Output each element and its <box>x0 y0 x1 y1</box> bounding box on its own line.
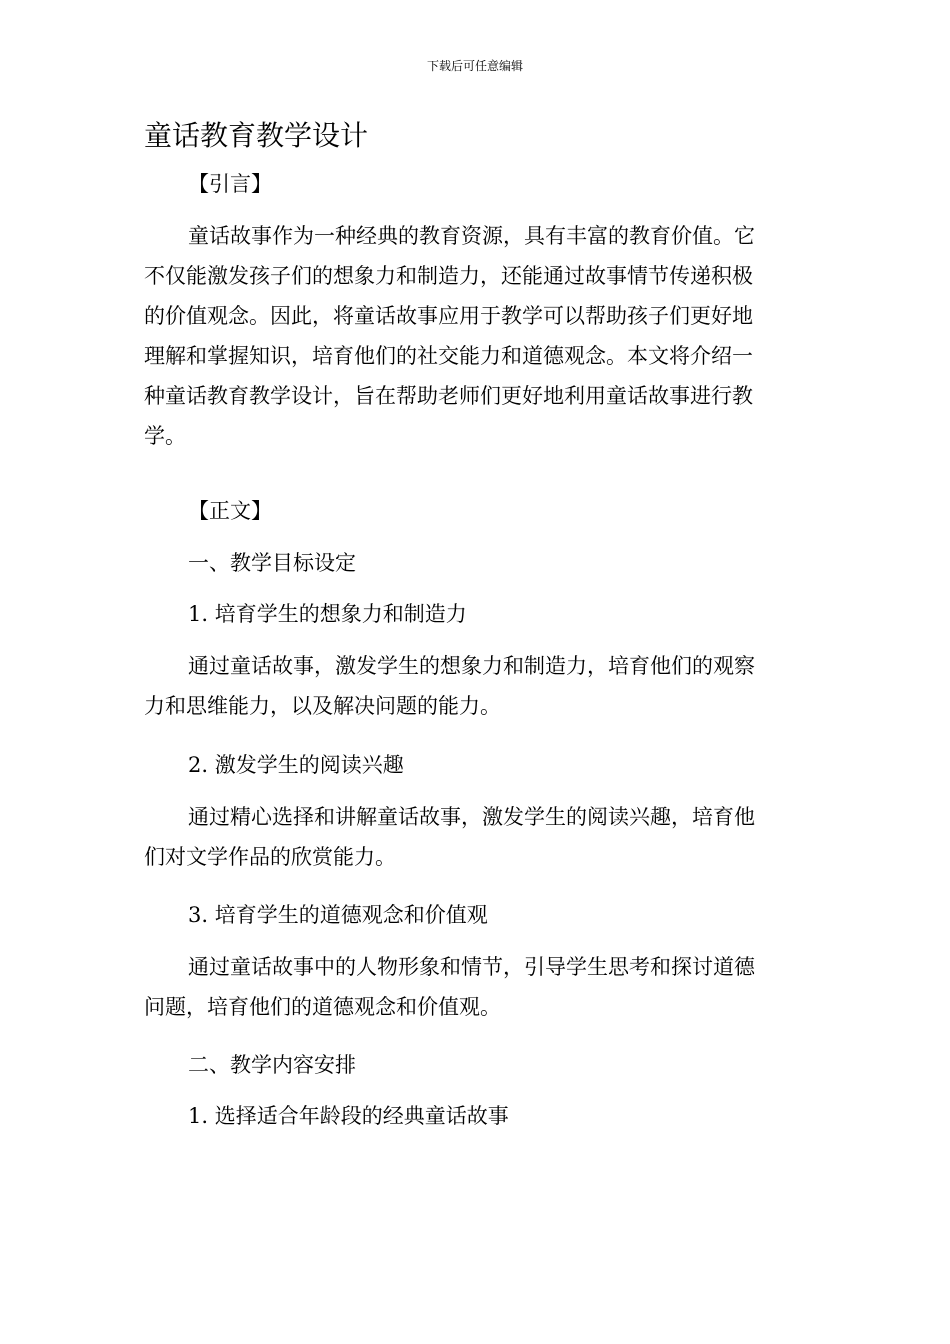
goal3-line: 问题，培育他们的道德观念和价值观。 <box>144 995 501 1019</box>
part2-heading: 二、教学内容安排 <box>188 1053 356 1077</box>
part1-heading: 一、教学目标设定 <box>188 551 356 575</box>
intro-line: 不仅能激发孩子们的想象力和制造力，还能通过故事情节传递积极 <box>144 264 753 288</box>
intro-line: 理解和掌握知识，培育他们的社交能力和道德观念。本文将介绍一 <box>144 344 753 368</box>
content1-heading: 1. 选择适合年龄段的经典童话故事 <box>188 1104 509 1128</box>
goal3-heading: 3. 培育学生的道德观念和价值观 <box>188 903 488 927</box>
goal1-line: 力和思维能力，以及解决问题的能力。 <box>144 694 501 718</box>
goal1-paragraph <box>144 650 806 722</box>
document-title: 童话教育教学设计 <box>144 119 369 152</box>
goal2-heading: 2. 激发学生的阅读兴趣 <box>188 753 404 777</box>
goal2-line: 们对文学作品的欣赏能力。 <box>144 845 396 869</box>
goal3-paragraph <box>144 951 806 1023</box>
intro-line: 童话故事作为一种经典的教育资源，具有丰富的教育价值。它 <box>188 224 755 248</box>
body-heading: 【正文】 <box>188 499 272 523</box>
header-note: 下载后可任意编辑 <box>426 59 523 73</box>
intro-line: 的价值观念。因此，将童话故事应用于教学可以帮助孩子们更好地 <box>144 304 753 328</box>
goal1-line: 通过童话故事，激发学生的想象力和制造力，培育他们的观察 <box>188 654 755 678</box>
goal3-line: 通过童话故事中的人物形象和情节，引导学生思考和探讨道德 <box>188 955 755 979</box>
goal2-line: 通过精心选择和讲解童话故事，激发学生的阅读兴趣，培育他 <box>188 805 755 829</box>
intro-line: 种童话教育教学设计，旨在帮助老师们更好地利用童话故事进行教 <box>144 384 753 408</box>
intro-line: 学。 <box>144 424 186 448</box>
intro-paragraph <box>144 220 806 452</box>
intro-heading: 【引言】 <box>188 172 272 196</box>
goal1-heading: 1. 培育学生的想象力和制造力 <box>188 602 467 626</box>
goal2-paragraph <box>144 801 806 873</box>
